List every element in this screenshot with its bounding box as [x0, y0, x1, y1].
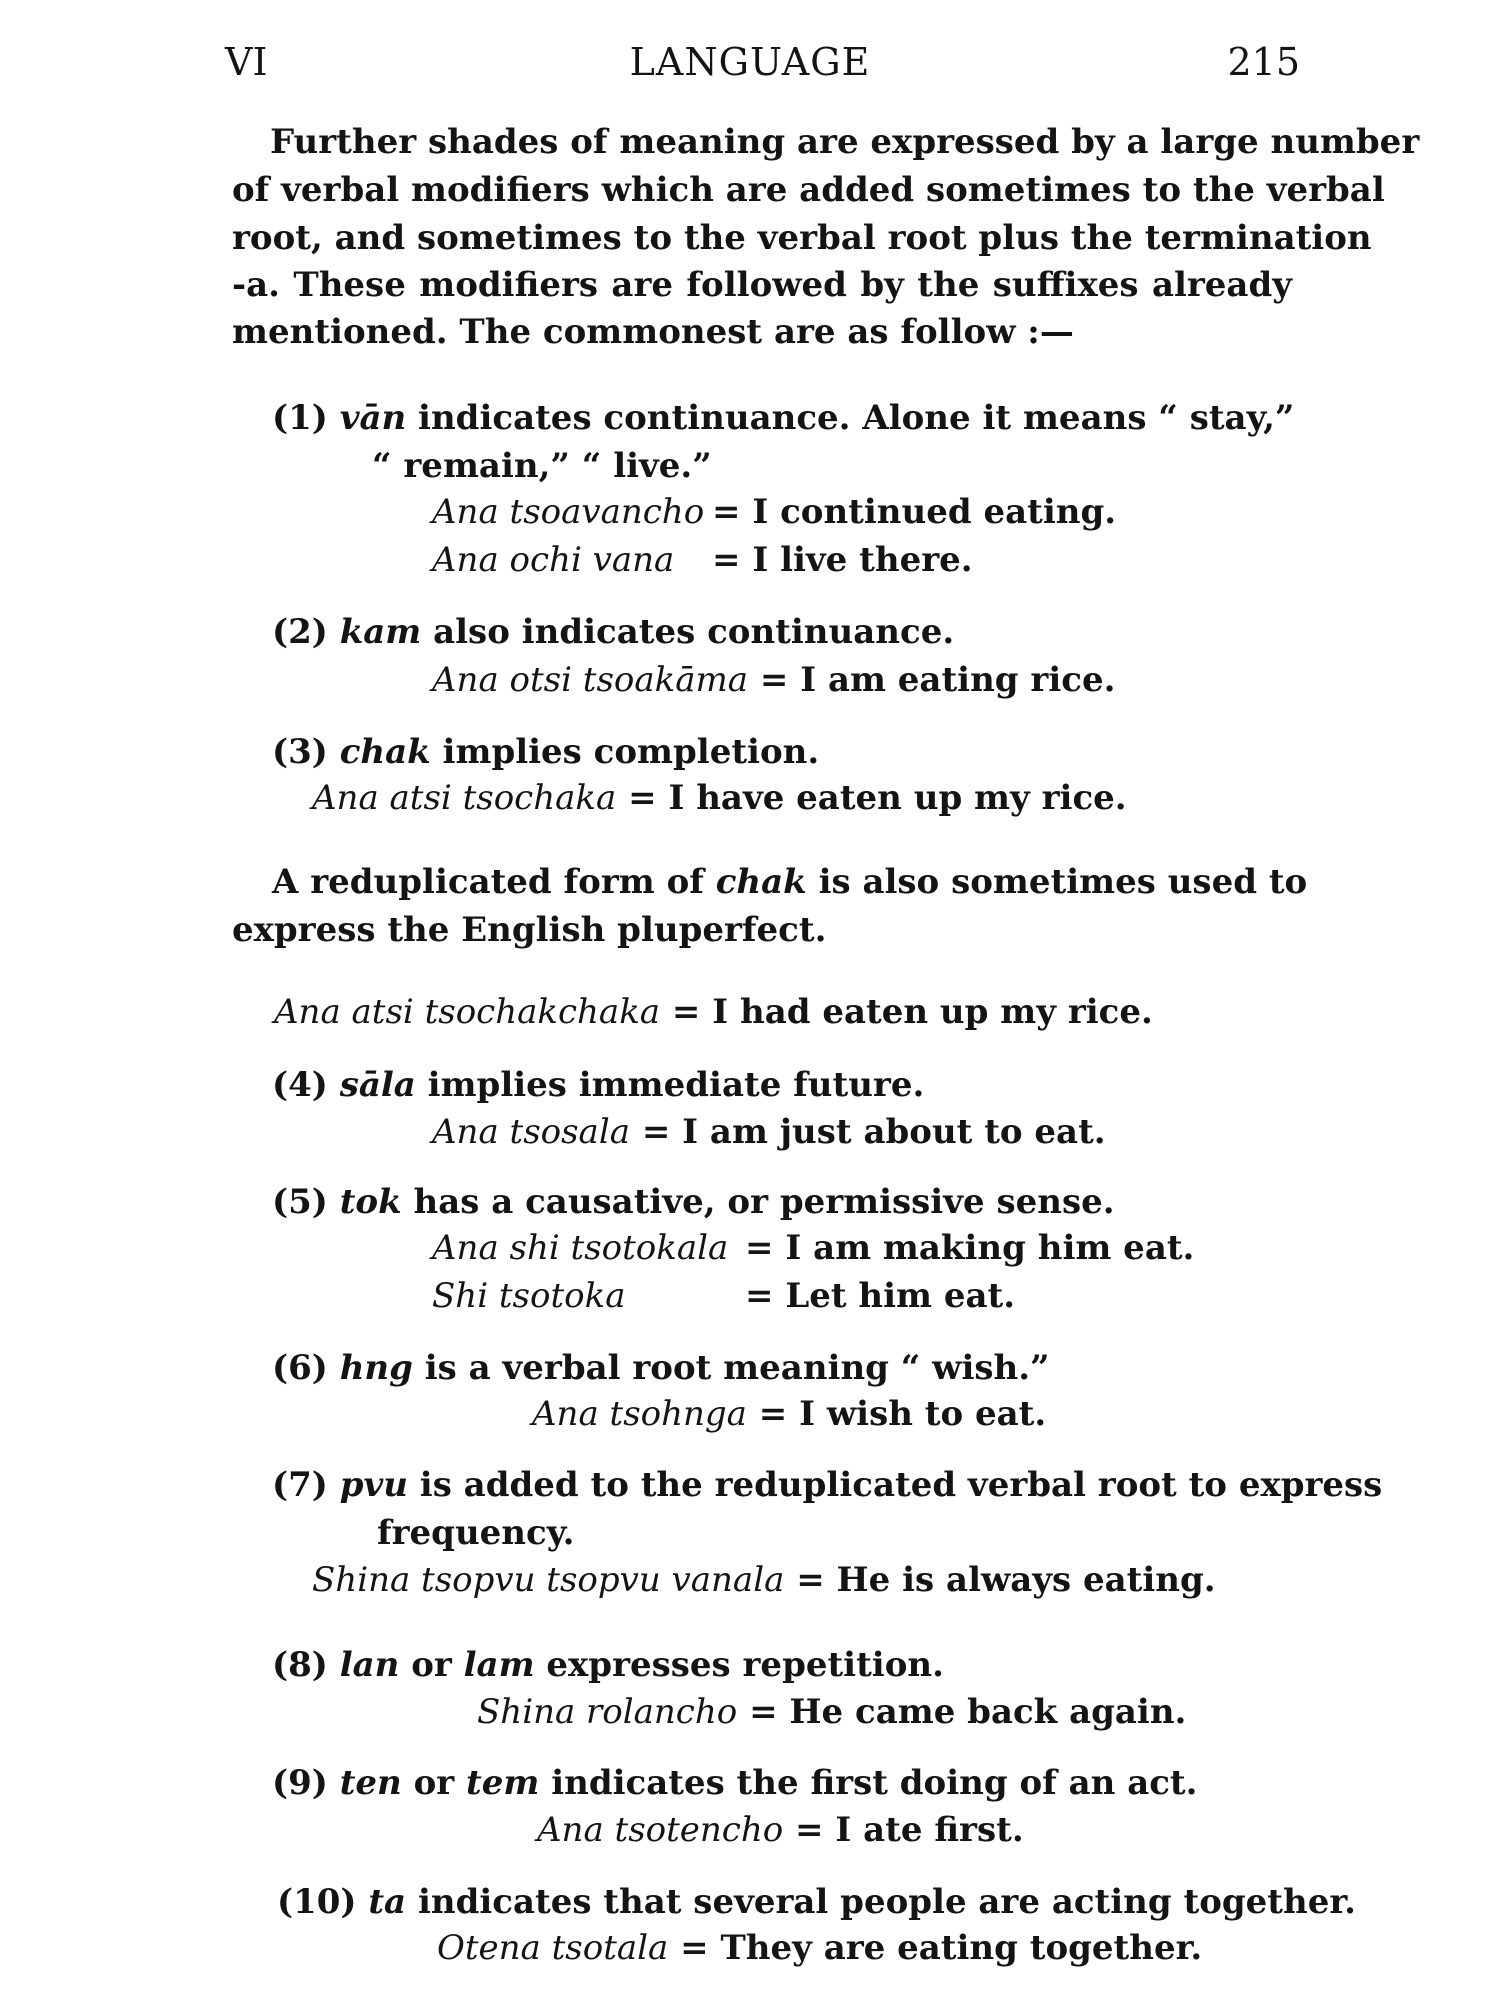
example-phrase: Shi tsotoka: [432, 1276, 626, 1316]
item-10: [277, 1882, 1356, 1922]
item-number: (6): [272, 1348, 328, 1388]
item-8: (8) lan or lam expresses repetition.: [272, 1645, 944, 1685]
example-meaning: = I live there.: [712, 540, 973, 580]
item-number: (1): [272, 398, 328, 438]
item-term: lam: [463, 1645, 535, 1685]
example-line: Ana tsotencho = I ate first.: [537, 1810, 1024, 1850]
item-number: (10): [277, 1882, 357, 1922]
intro-line-5: mentioned. The commonest are as follow :—: [232, 312, 1074, 352]
item-5: [272, 1182, 1115, 1222]
item-term: tem: [466, 1763, 540, 1803]
item-1: [272, 398, 1295, 438]
item-term: sāla: [339, 1065, 416, 1105]
item-term: vān: [339, 398, 407, 438]
example-line: Ana otsi tsoakāma = I am eating rice.: [432, 660, 1116, 700]
item-number: (3): [272, 732, 328, 772]
item-9: (9) ten or tem indicates the first doing of an act.: [272, 1763, 1198, 1803]
reduplicated-line-2: express the English pluperfect.: [232, 910, 827, 950]
example-line: Shina tsopvu tsopvu vanala = He is always eating.: [312, 1560, 1216, 1600]
intro-line-3: root, and sometimes to the verbal root plus the termination: [232, 218, 1372, 258]
item-term: ten: [339, 1763, 402, 1803]
chapter-number: VI: [225, 40, 268, 84]
reduplicated-line-1: A reduplicated form of chak is also sometimes used to: [272, 862, 1308, 902]
item-term: chak: [339, 732, 431, 772]
example-line: Ana atsi tsochaka = I have eaten up my rice.: [312, 778, 1127, 818]
item-description: has a causative, or permissive sense.: [413, 1182, 1115, 1222]
item-3: [272, 732, 819, 772]
item-description: indicates continuance. Alone it means “ stay,”: [418, 398, 1295, 438]
item-7: [272, 1465, 1383, 1505]
item-term: ta: [368, 1882, 407, 1922]
example-line: Shina rolancho = He came back again.: [477, 1692, 1187, 1732]
page-number: 215: [1227, 40, 1300, 84]
item-6: [272, 1348, 1050, 1388]
item-term: kam: [339, 612, 422, 652]
item-description: is a verbal root meaning “ wish.”: [424, 1348, 1050, 1388]
item-term: lan: [339, 1645, 400, 1685]
example-meaning: = I am making him eat.: [745, 1228, 1195, 1268]
example-line: Ana atsi tsochakchaka = I had eaten up my rice.: [274, 992, 1153, 1032]
intro-line-2: of verbal modifiers which are added sometimes to the verbal: [232, 170, 1385, 210]
example-line: Ana tsosala = I am just about to eat.: [432, 1112, 1106, 1152]
item-4: [272, 1065, 924, 1105]
item-term: pvu: [339, 1465, 408, 1505]
item-number: (7): [272, 1465, 328, 1505]
example-line: Ana tsohnga = I wish to eat.: [532, 1394, 1047, 1434]
item-term: tok: [339, 1182, 402, 1222]
example-phrase: Ana tsoavancho: [432, 492, 705, 532]
item-number: (2): [272, 612, 328, 652]
item-description: implies completion.: [442, 732, 820, 772]
item-2: [272, 612, 954, 652]
item-number: (5): [272, 1182, 328, 1222]
intro-line-4: -a. These modifiers are followed by the suffixes already: [232, 265, 1292, 305]
example-line: Otena tsotala = They are eating together.: [437, 1928, 1203, 1968]
item-term: hng: [339, 1348, 413, 1388]
item-number: (8): [272, 1645, 328, 1685]
item-number: (4): [272, 1065, 328, 1105]
item-description: also indicates continuance.: [433, 612, 955, 652]
item-7-continued: frequency.: [377, 1513, 575, 1553]
example-meaning: = Let him eat.: [745, 1276, 1016, 1316]
example-phrase: Ana shi tsotokala: [432, 1228, 729, 1268]
item-description: indicates the first doing of an act.: [551, 1763, 1198, 1803]
example-phrase: Ana ochi vana: [432, 540, 675, 580]
intro-line-1: Further shades of meaning are expressed by a large number: [270, 122, 1420, 162]
item-number: (9): [272, 1763, 328, 1803]
item-description: implies immediate future.: [427, 1065, 925, 1105]
item-description: is added to the reduplicated verbal root to express: [419, 1465, 1383, 1505]
item-description: expresses repetition.: [546, 1645, 944, 1685]
example-meaning: = I continued eating.: [712, 492, 1117, 532]
item-1-continued: “ remain,” “ live.”: [372, 446, 712, 486]
item-description: indicates that several people are acting together.: [417, 1882, 1356, 1922]
page-title: LANGUAGE: [629, 40, 871, 84]
